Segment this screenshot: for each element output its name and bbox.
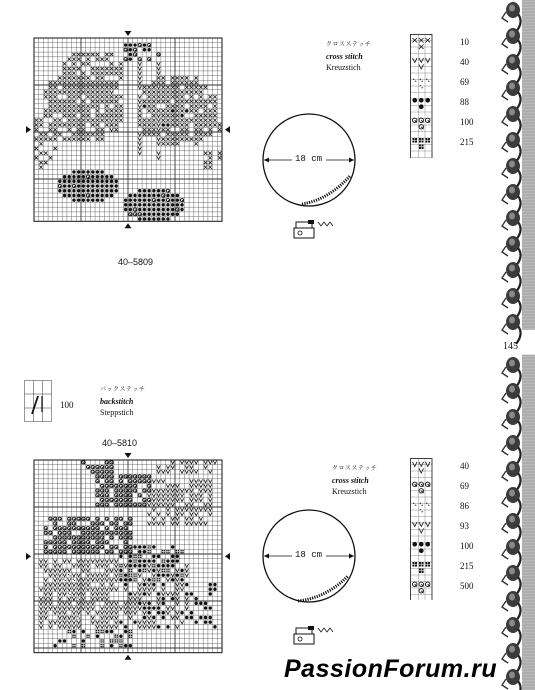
page-number: 145 <box>503 341 518 352</box>
legend-color-number: 86 <box>460 501 469 511</box>
color-legend-column-bottom <box>410 458 440 600</box>
backstitch-key <box>100 385 145 418</box>
hoop-size-label-top: 18 cm <box>295 154 323 164</box>
legend-color-number: 88 <box>460 97 469 107</box>
cross-stitch-chart-bottom <box>24 452 236 662</box>
color-legend-column-top <box>410 34 440 158</box>
backstitch-color-number: 100 <box>60 400 74 410</box>
cross-stitch-chart-top <box>24 30 236 230</box>
legend-color-number: 10 <box>460 37 469 47</box>
stitch-name-jp: クロスステッチ <box>332 466 378 472</box>
legend-color-number: 69 <box>460 481 469 491</box>
legend-color-number: 215 <box>460 561 474 571</box>
legend-color-number: 100 <box>460 117 474 127</box>
stitch-key-top <box>326 40 371 73</box>
pattern-code-bottom: 40–5810 <box>102 438 138 448</box>
legend-color-number: 93 <box>460 521 469 531</box>
embroidery-hoop-top <box>258 112 368 252</box>
legend-color-number: 500 <box>460 581 474 591</box>
stitch-name-de: Kreuzstich <box>332 487 367 496</box>
sewing-machine-icon-bottom <box>294 626 333 644</box>
backstitch-symbol <box>24 380 52 422</box>
legend-color-number: 40 <box>460 461 469 471</box>
embroidery-hoop-bottom <box>258 508 368 658</box>
legend-color-number: 215 <box>460 137 474 147</box>
stitch-name-de: Kreuzstich <box>326 63 361 72</box>
stitch-key-bottom <box>332 464 377 497</box>
legend-color-number: 40 <box>460 57 469 67</box>
legend-color-number: 69 <box>460 77 469 87</box>
stitch-name-en: cross stitch <box>332 476 369 485</box>
legend-color-number: 100 <box>460 541 474 551</box>
sewing-machine-icon-top <box>294 220 333 238</box>
backstitch-name-en: backstitch <box>100 397 134 406</box>
watermark-text: PassionForum.ru <box>284 655 498 683</box>
hoop-size-label-bottom: 18 cm <box>295 550 323 560</box>
pattern-code-top: 40–5809 <box>118 257 154 267</box>
backstitch-name-de: Steppstich <box>100 408 134 417</box>
stitch-name-jp: クロスステッチ <box>326 42 372 48</box>
backstitch-name-jp: バックステッチ <box>100 387 146 393</box>
stitch-name-en: cross stitch <box>326 52 363 61</box>
